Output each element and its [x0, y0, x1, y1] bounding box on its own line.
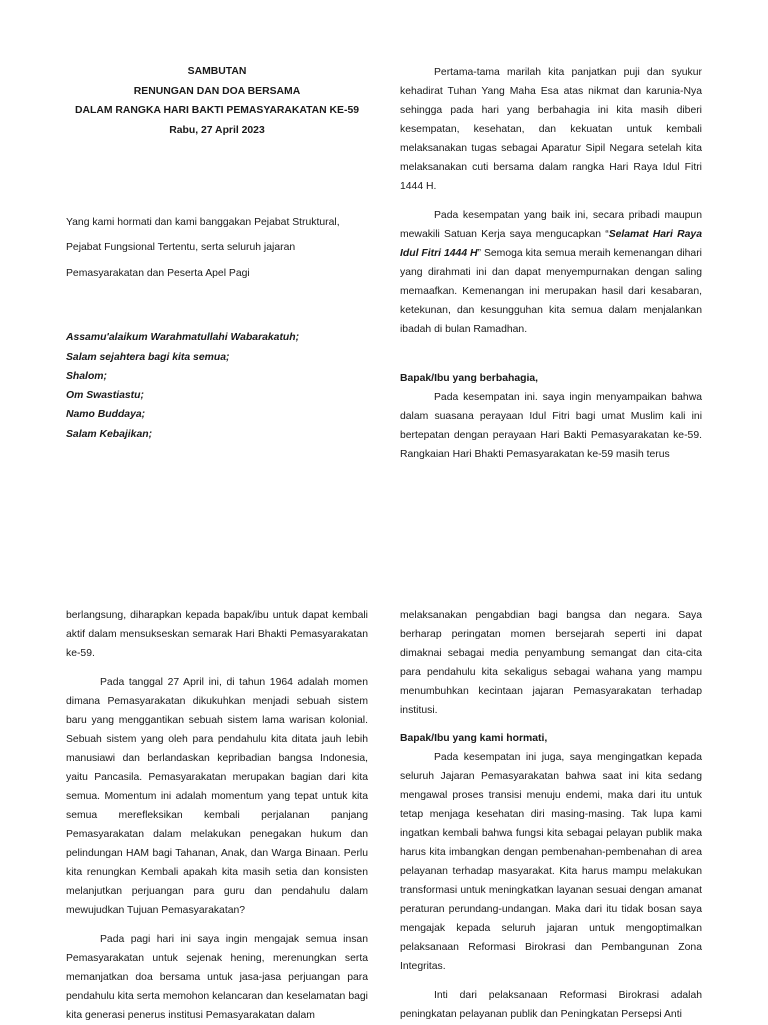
section-heading: Bapak/Ibu yang berbahagia,: [400, 373, 539, 384]
paragraph-text: Pada kesempatan yang baik ini, secara pribadi maupun mewakili Satuan Kerja saya mengucapkan “: [400, 210, 702, 240]
paragraph: Pada tanggal 27 April ini, di tahun 1964 adalah momen dimana Pemasyarakatan dikukuhkan menjadi sebuah sistem baru yang menggantikan sebuah sistem lama warisan kolonial. Sebuah sistem yang oleh para pendahulu kita ditata jauh lebih manusiawi dan berlandaskan kepribadian bangsa Indonesia, yaitu Pancasila. Pemasyarakatan merupakan bagian dari kita semua. Momentum ini adalah momentum yang tepat untuk kita semua merefleksikan kembali perjalanan panjang Pemasyarakatan dalam melakukan penegakan hukum dan pelindungan HAM bagi Tahanan, Anak, dan Warga Binaan. Perlu kita renungkan Kembali apakah kita masih setia dan konsisten melanjutkan perjuangan para guru dan pendahulu dalam mewujudkan Tujuan Pemasyarakatan?: [66, 677, 368, 916]
greeting-line: Namo Buddaya;: [66, 409, 146, 421]
page1-left-column: [66, 62, 368, 444]
greetings-block: [66, 328, 368, 444]
paragraph: Inti dari pelaksanaan Reformasi Birokrasi adalah peningkatan pelayanan publik dan Peningkatan Persepsi Anti: [400, 990, 702, 1020]
paragraph: Pertama-tama marilah kita panjatkan puji dan syukur kehadirat Tuhan Yang Maha Esa atas nikmat dan karunia-Nya sehingga pada hari yang berbahagia ini kita masih diberi kesempatan, kesehatan, dan kekuatan untuk kembali melaksanakan tugas sebagai Aparatur Sipil Negara setelah kita melaksanakan cuti bersama dalam rangka Hari Raya Idul Fitri 1444 H.: [400, 67, 702, 192]
greeting-line: Assamu'alaikum Warahmatullahi Wabarakatuh;: [66, 332, 300, 344]
paragraph: Pada pagi hari ini saya ingin mengajak semua insan Pemasyarakatan untuk sejenak hening, merenungkan serta memanjatkan doa bersama untuk jasa-jasa perjuangan para pendahulu kita serta memohon kelancaran dan keselamatan bagi kita generasi penerus institusi Pemasyarakatan dalam: [66, 934, 368, 1021]
page2-right-column: [400, 606, 702, 1024]
section-heading: Bapak/Ibu yang kami hormati,: [400, 733, 548, 744]
greeting-line: Om Swastiastu;: [66, 390, 144, 402]
title-line: RENUNGAN DAN DOA BERSAMA: [133, 85, 301, 97]
greeting-line: Salam Kebajikan;: [66, 428, 153, 440]
paragraph-text: ” Semoga kita semua meraih kemenangan dihari yang dirahmati ini dan dapat menyempurnakan dengan saling memaafkan. Kemenangan ini merupakan hasil dari kesabaran, ketekunan, dan kesungguhan kita semua dalam menjalankan ibadah di bulan Ramadhan.: [400, 248, 702, 335]
salutation-line: Pejabat Fungsional Tertentu, serta seluruh jajaran: [66, 242, 296, 254]
salutation-line: Yang kami hormati dan kami banggakan Pejabat Struktural,: [66, 217, 340, 228]
title-line: DALAM RANGKA HARI BAKTI PEMASYARAKATAN KE-59: [74, 105, 359, 116]
greeting-line: Shalom;: [66, 370, 107, 382]
paragraph: melaksanakan pengabdian bagi bangsa dan negara. Saya berharap peringatan momen bersejarah seperti ini dapat dimaknai sebagai media penyambung semangat dan cita-cita para pendahulu kita sekaligus sebagai wahana yang mampu menumbuhkan kecintaan jajaran Pemasyarakatan terhadap institusi.: [400, 610, 702, 716]
title-date: Rabu, 27 April 2023: [169, 124, 265, 136]
eid-greeting-emphasis: Selamat Hari Raya Idul Fitri 1444 H: [400, 229, 702, 259]
paragraph: berlangsung, diharapkan kepada bapak/ibu untuk dapat kembali aktif dalam mensukseskan semarak Hari Bhakti Pemasyarakatan ke-59.: [66, 610, 368, 659]
title-line: SAMBUTAN: [187, 66, 247, 77]
document-title-block: [66, 62, 368, 140]
greeting-line: Salam sejahtera bagi kita semua;: [66, 351, 230, 363]
paragraph: Pada kesempatan ini juga, saya mengingatkan kepada seluruh Jajaran Pemasyarakatan bahwa saat ini kita sedang mengawal proses transisi menuju endemi, maka dari itu untuk tetap menjaga kesehatan diri masing-masing. Tak lupa kami ingatkan kembali bahwa fungsi kita sebagai pelayan publik maka harus kita imbangkan dengan pembenahan-pembenahan di area pelayanan terhadap masyarakat. Kita harus mampu melakukan transformasi untuk meningkatkan layanan sesuai dengan amanat peraturan perundang-undangan. Maka dari itu tidak bosan saya mengajak kepada seluruh jajaran untuk mengoptimalkan pelaksanaan Reformasi Birokrasi dan Pembangunan Zona Integritas.: [400, 752, 702, 972]
paragraph-greeting: [400, 206, 702, 339]
page1-right-column: [400, 63, 702, 464]
salutation-block: [66, 210, 368, 286]
page2-left-column: [66, 606, 368, 1025]
paragraph: Pada kesempatan ini. saya ingin menyampaikan bahwa dalam suasana perayaan Idul Fitri bagi umat Muslim kali ini bertepatan dengan perayaan Hari Bakti Pemasyarakatan ke-59. Rangkaian Hari Bhakti Pemasyarakatan ke-59 masih terus: [400, 392, 702, 460]
salutation-line: Pemasyarakatan dan Peserta Apel Pagi: [66, 267, 250, 279]
